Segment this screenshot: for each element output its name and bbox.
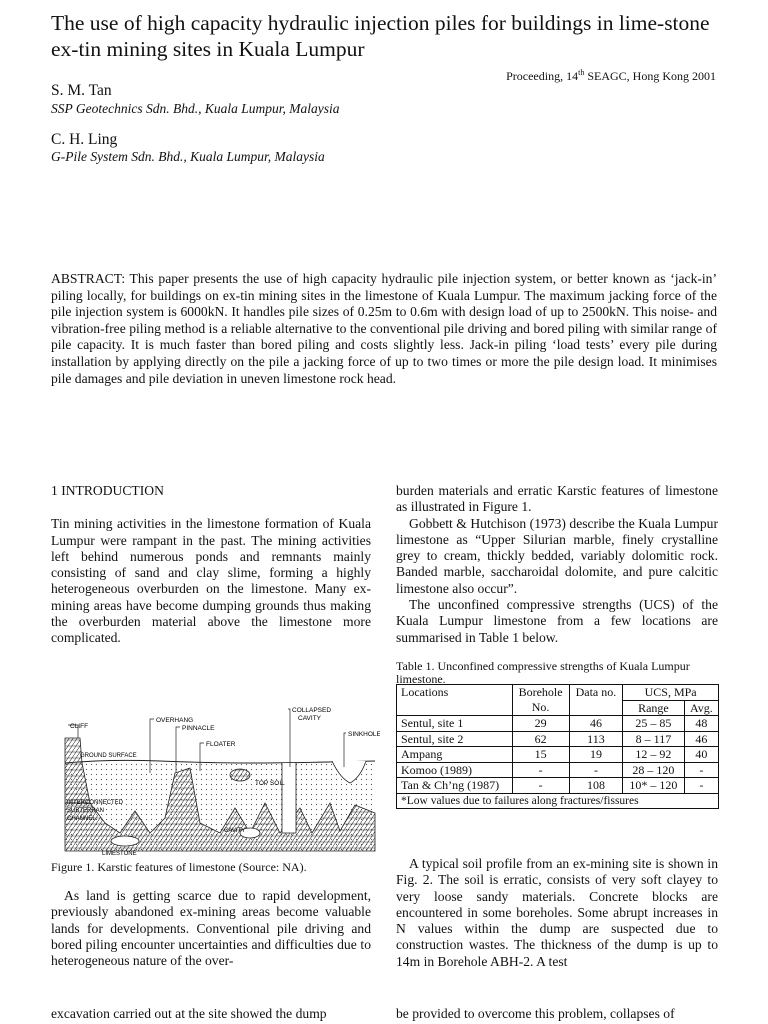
label-floater: FLOATER	[206, 741, 236, 748]
table-cell: -	[569, 762, 623, 778]
table-cell: 113	[569, 731, 623, 747]
table-cell: 29	[512, 716, 569, 732]
label-interconnected: INTERCONNECTED	[67, 800, 124, 806]
label-interconnected: SUBTERRAN	[67, 808, 105, 814]
table-header	[569, 700, 623, 716]
collapsed-cavity-shape	[282, 763, 296, 833]
table-cell: 15	[512, 747, 569, 763]
table-cell: 108	[569, 778, 623, 794]
label-cliff: CLIFF	[70, 723, 89, 730]
table-cell: Ampang	[397, 747, 513, 763]
table-cell: 19	[569, 747, 623, 763]
label-cavity: CAVITY	[224, 828, 246, 834]
paragraph: A typical soil profile from an ex-mining site is shown in Fig. 2. The soil is erratic, consists of very soft clayey to very loose sandy materials. Concrete blocks are encountered in some boreholes. Some abrupt increases in N values within the dump are suspected due to construction wastes. The thickness of the dump is up to 14m in Borehole ABH-2. A test	[396, 856, 718, 969]
author-affiliation: G-Pile System Sdn. Bhd., Kuala Lumpur, Malaysia	[51, 149, 325, 164]
section-heading: 1 INTRODUCTION	[51, 483, 164, 498]
table-cell: 25 – 85	[623, 716, 684, 732]
table-cell: -	[684, 778, 718, 794]
table-cell: 40	[684, 747, 718, 763]
paragraph: Tin mining activities in the limestone formation of Kuala Lumpur were rampant in the past. The mining activities left behind numerous ponds and remnants mainly consisting of sand and clay slime, forming a highly heterogeneous overburden on the limestone. Many ex-mining areas have become dumping grounds thus making the overburden material above the limestone more complicated.	[51, 516, 371, 646]
abstract: ABSTRACT: This paper presents the use of high capacity hydraulic pile injection system, or better known as ‘jack-in’ piling locally, for buildings on ex-tin mining sites in the limestone of Kuala Lumpur. The maximum jacking force of the pile injection system is 6000kN. It handles pile sizes of 0.25m to 0.6m with design load of up to 2500kN. This noise- and vibration-free piling method is a reliable alternative to the conventional pile driving and bored piling with similar range of pile capacity. It is much faster than bored piling and costs slightly less. Jack-in piling ‘load tests’ every pile during installation by applying directly on the pile a jacking force of up to two times or more the pile design load. It minimises pile damages and pile deviation in uneven limestone rock head.	[51, 271, 717, 386]
left-column-bottom	[51, 888, 371, 969]
right-column-cutoff: be provided to overcome this problem, collapses of	[396, 1006, 675, 1021]
figure-caption: Figure 1. Karstic features of limestone (Source: NA).	[51, 860, 307, 874]
table-header: Data no.	[569, 685, 623, 701]
table-footnote: *Low values due to failures along fractures/fissures	[397, 793, 719, 809]
proceeding-sup: th	[578, 68, 585, 77]
table-header: UCS, MPa	[623, 685, 719, 701]
table-cell: Tan & Ch’ng (1987)	[397, 778, 513, 794]
table-row	[397, 747, 719, 763]
table-header: Range	[623, 700, 684, 716]
paragraph: Gobbett & Hutchison (1973) describe the Kuala Lumpur limestone as “Upper Silurian marble, finely crystalline grey to cream, thickly bedded, variably dolomitic rock. Banded marble, saccharoidal dolomite, and pure calcitic limestone also occur”.	[396, 515, 718, 596]
author-name: C. H. Ling	[51, 131, 118, 148]
table-row	[397, 762, 719, 778]
author-name: S. M. Tan	[51, 82, 112, 99]
label-top-soil: TOP SOIL	[255, 780, 285, 787]
table-cell: -	[684, 762, 718, 778]
table-cell: 62	[512, 731, 569, 747]
paragraph: As land is getting scarce due to rapid development, previously abandoned ex-mining areas become valuable lands for developments. Conventional pile driving and bored piling encounter uncertainties and difficulties due to heterogeneous nature of the over-	[51, 888, 371, 969]
table-cell: Komoo (1989)	[397, 762, 513, 778]
table-cell: -	[512, 762, 569, 778]
paragraph: The unconfined compressive strengths (UCS) of the Kuala Lumpur limestone from a few locations are summarised in Table 1 below.	[396, 597, 718, 645]
label-interconnected: CHANNEL	[67, 816, 96, 822]
table-header: No.	[512, 700, 569, 716]
label-pinnacle: PINNACLE	[182, 725, 215, 732]
floater-shape	[230, 769, 250, 781]
paper-title: The use of high capacity hydraulic injection piles for buildings in lime-stone ex-tin mining sites in Kuala Lumpur	[51, 11, 710, 61]
table-header: Borehole	[512, 685, 569, 701]
figure-karst	[50, 683, 380, 859]
author-affiliation: SSP Geotechnics Sdn. Bhd., Kuala Lumpur, Malaysia	[51, 101, 340, 116]
karst-diagram	[50, 683, 380, 859]
table-header	[397, 700, 513, 716]
label-sinkhole: SINKHOLE	[348, 731, 380, 738]
right-column-bottom	[396, 856, 718, 970]
table-header: Locations	[397, 685, 513, 701]
table-cell: 46	[569, 716, 623, 732]
table-row	[397, 731, 719, 747]
ucs-table	[396, 684, 719, 809]
table-row	[397, 778, 719, 794]
leader-line	[288, 709, 290, 767]
cavity-shape	[111, 836, 139, 846]
table-cell: 8 – 117	[623, 731, 684, 747]
table-row	[397, 716, 719, 732]
table-cell: 46	[684, 731, 718, 747]
label-collapsed-cavity: CAVITY	[298, 715, 321, 722]
paragraph: burden materials and erratic Karstic features of limestone as illustrated in Figure 1.	[396, 483, 718, 515]
table-cell: Sentul, site 2	[397, 731, 513, 747]
right-column-top	[396, 483, 718, 646]
left-column-cutoff: excavation carried out at the site showed the dump	[51, 1006, 327, 1021]
label-overhang: OVERHANG	[156, 717, 194, 724]
table-cell: 12 – 92	[623, 747, 684, 763]
label-collapsed-cavity: COLLAPSED	[292, 707, 332, 714]
label-ground-surface: GROUND SURFACE	[80, 753, 137, 759]
table-cell: 28 – 120	[623, 762, 684, 778]
left-column-top	[51, 483, 371, 647]
table-cell: 48	[684, 716, 718, 732]
proceeding-suffix: SEAGC, Hong Kong 2001	[584, 69, 716, 83]
table-header: Avg.	[684, 700, 718, 716]
table-caption: Table 1. Unconfined compressive strengths of Kuala Lumpur limestone.	[396, 659, 690, 686]
proceeding-info	[506, 68, 716, 84]
label-limestone: LIMESTONE	[102, 851, 137, 857]
table-cell: 10* – 120	[623, 778, 684, 794]
table-cell: Sentul, site 1	[397, 716, 513, 732]
table-cell: -	[512, 778, 569, 794]
proceeding-prefix: Proceeding, 14	[506, 69, 579, 83]
